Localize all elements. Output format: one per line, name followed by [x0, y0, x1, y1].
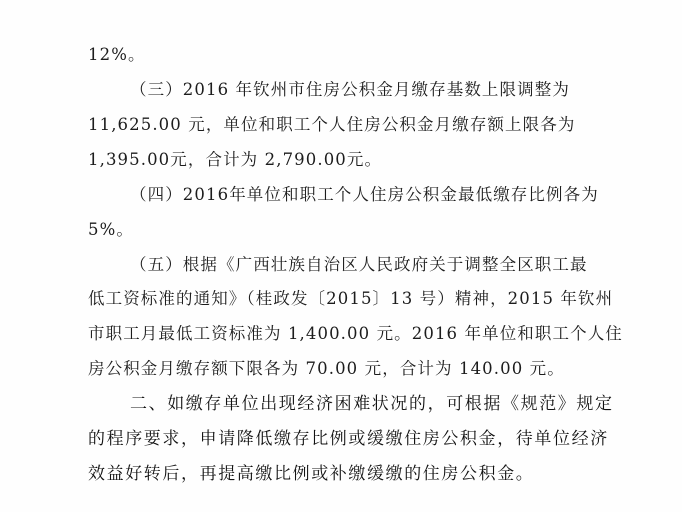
- text-line-11: 二、如缴存单位出现经济困难状况的，可根据《规范》规定: [130, 394, 614, 414]
- text-line-4: 1,395.00元，合计为 2,790.00元。: [88, 150, 383, 169]
- text-line-10: 房公积金月缴存额下限各为 70.00 元，合计为 140.00 元。: [88, 359, 565, 378]
- text-line-8: 低工资标准的通知》（桂政发〔2015〕13 号）精神，2015 年钦州: [88, 289, 614, 308]
- text-line-3: 11,625.00 元，单位和职工个人住房公积金月缴存额上限各为: [88, 115, 576, 134]
- text-line-12: 的程序要求，申请降低缴存比例或缓缴住房公积金，待单位经济: [88, 429, 609, 449]
- text-line-2: （三）2016 年钦州市住房公积金月缴存基数上限调整为: [130, 80, 570, 99]
- text-line-5: （四）2016年单位和职工个人住房公积金最低缴存比例各为: [130, 185, 599, 204]
- text-line-9: 市职工月最低工资标准为 1,400.00 元。2016 年单位和职工个人住: [88, 324, 623, 343]
- text-line-6: 5%。: [88, 220, 134, 239]
- text-line-13: 效益好转后，再提高缴比例或补缴缓缴的住房公积金。: [88, 464, 535, 484]
- text-line-1: 12%。: [88, 45, 146, 64]
- text-line-7: （五）根据《广西壮族自治区人民政府关于调整全区职工最: [130, 255, 588, 274]
